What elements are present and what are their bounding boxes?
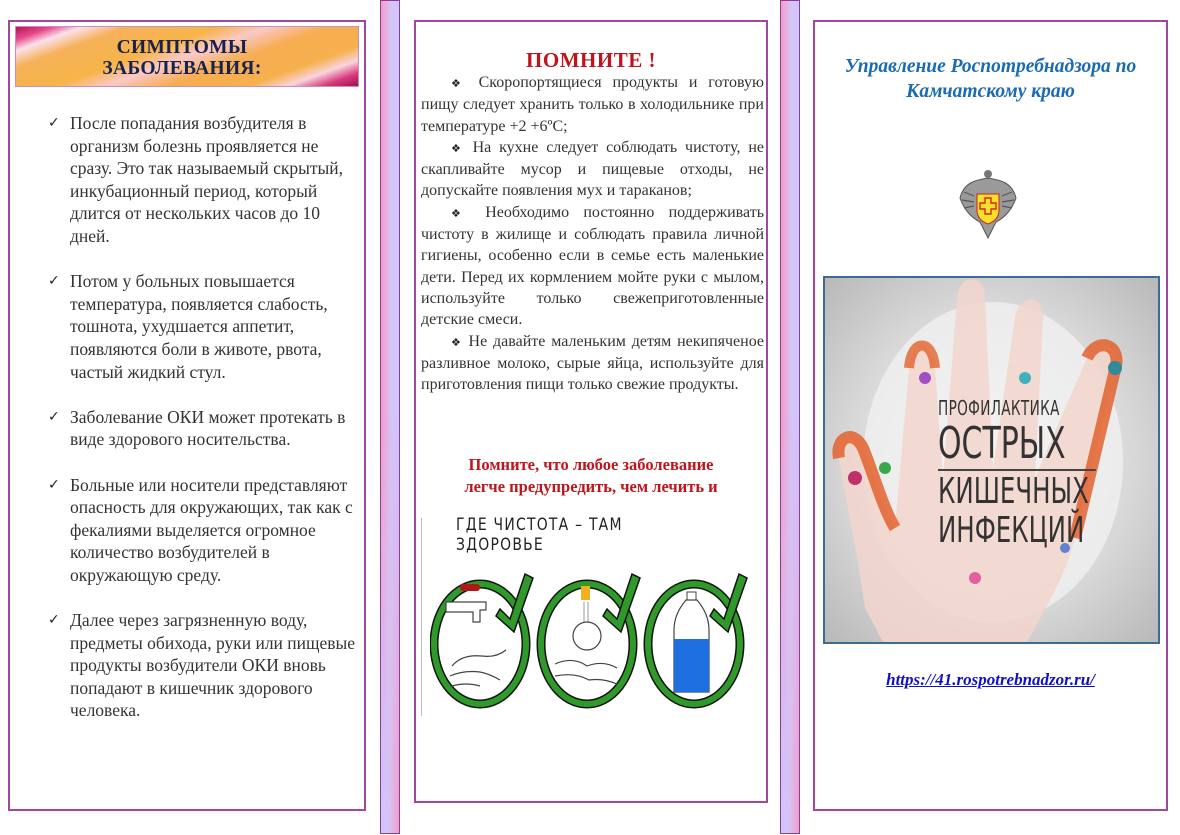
symptom-item	[48, 270, 363, 383]
fold-divider-right	[780, 0, 800, 834]
hygiene-illustration	[430, 564, 760, 724]
symptoms-header-line-2: ЗАБОЛЕВАНИЯ:	[102, 58, 262, 79]
fold-divider-left	[380, 0, 400, 834]
promo-image-acute-intestinal-infections	[823, 276, 1160, 644]
advice-text: Необходимо постоянно поддерживать чистоту в жилище и соблюдать правила личной гигиены, особенно если в семье есть маленькие дети. Перед их кормлением мойте руки с мылом, используйте только свежеприготовленные детские смеси.	[421, 203, 764, 329]
advice-item	[421, 72, 764, 137]
promo-line-3: КИШЕЧНЫХ	[938, 471, 1089, 512]
promo-line-4: ИНФЕКЦИЙ	[938, 510, 1085, 551]
org-title-line-2: Камчатскому краю	[906, 81, 1075, 102]
wash-hands-icon	[434, 574, 533, 704]
organization-title	[815, 54, 1166, 104]
diamond-bullet-icon: ❖	[451, 335, 463, 349]
warning-line-2: легче предупредить, чем лечить и	[464, 477, 718, 496]
symptoms-header-line-1: СИМПТОМЫ	[116, 37, 248, 58]
symptoms-header-banner	[15, 26, 359, 87]
cover-panel	[813, 20, 1168, 811]
slogan-rule	[421, 518, 422, 716]
symptoms-list	[48, 112, 363, 745]
promo-line-2: ОСТРЫХ	[938, 422, 1096, 471]
clean-water-bottle-icon	[648, 574, 747, 704]
remember-title: ПОМНИТЕ !	[526, 48, 656, 72]
symptom-item	[48, 609, 363, 722]
checkmark-icon: ✓	[48, 476, 60, 493]
diamond-bullet-icon: ❖	[451, 141, 465, 155]
advice-item	[421, 202, 764, 331]
advice-item	[421, 331, 764, 396]
wash-fruit-icon	[541, 574, 640, 704]
symptom-text: Потом у больных повышается температура, появляется слабость, тошнота, ухудшается аппетит, появляются боли в животе, рвота, частый жидкий стул.	[70, 271, 328, 382]
remember-advice-list	[421, 72, 764, 395]
cleanliness-slogan: ГДЕ ЧИСТОТА – ТАМ ЗДОРОВЬЕ	[456, 515, 623, 555]
symptoms-panel	[8, 20, 366, 811]
checkmark-icon: ✓	[48, 115, 60, 131]
symptom-item	[48, 406, 363, 451]
symptom-item	[48, 112, 363, 248]
symptom-text: После попадания возбудителя в организм болезнь проявляется не сразу. Это так называемый скрытый, инкубационный период, который длится от нескольких часов до 10 дней.	[70, 113, 344, 246]
symptom-text: Заболевание ОКИ может протекать в виде здорового носительства.	[70, 406, 346, 450]
promo-line-1: ПРОФИЛАКТИКА	[938, 396, 1060, 420]
diamond-bullet-icon: ❖	[451, 206, 472, 220]
website-link[interactable]: https://41.rospotrebnadzor.ru/	[886, 670, 1095, 689]
checkmark-icon: ✓	[48, 408, 60, 425]
prevention-warning	[416, 454, 766, 498]
advice-text: На кухне следует соблюдать чистоту, не скапливайте мусор и пищевые отходы, не допускайте появления мух и тараканов;	[421, 138, 765, 200]
symptom-text: Далее через загрязненную воду, предметы обихода, руки или пищевые продукты возбудители ОКИ вновь попадают в кишечник здорового человека.	[70, 610, 356, 721]
symptom-item	[48, 474, 363, 587]
checkmark-icon: ✓	[48, 612, 60, 629]
diamond-bullet-icon: ❖	[451, 77, 468, 90]
symptom-text: Больные или носители представляют опасность для окружающих, так как с фекалиями выделяется огромное количество возбудителей в окружающую среду.	[70, 474, 353, 585]
remember-panel	[414, 20, 768, 803]
advice-text: Скоропортящиеся продукты и готовую пищу следует хранить только в холодильнике при температуре +2 +6ºС;	[421, 74, 764, 135]
rospotrebnadzor-emblem-icon	[958, 168, 1018, 243]
advice-text: Не давайте маленьким детям некипяченое разливное молоко, сырые яйца, используйте для приготовления пищи только свежие продукты.	[421, 332, 764, 394]
checkmark-icon: ✓	[48, 273, 60, 290]
advice-item	[421, 137, 764, 202]
org-title-line-1: Управление Роспотребнадзора по	[844, 56, 1137, 77]
warning-line-1: Помните, что любое заболевание	[468, 455, 714, 474]
promo-image-caption	[938, 398, 1096, 549]
